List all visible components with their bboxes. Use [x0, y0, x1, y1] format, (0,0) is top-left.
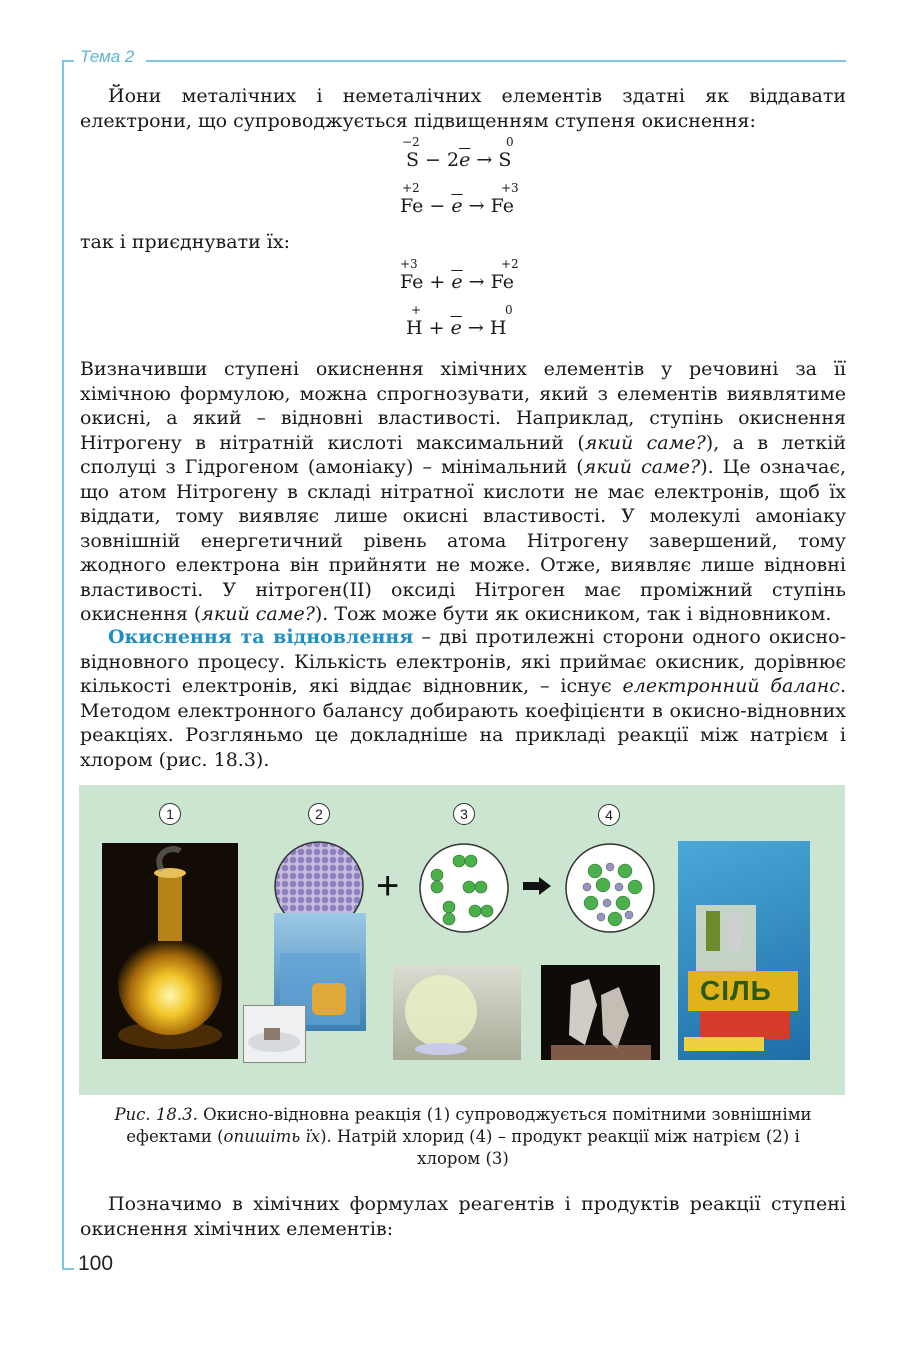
text-run: – дві протилежні сторони одного окисно-відновного процесу. Кількість електронів, які приймає окисник, дорівнює кількості електронів, які віддає відновник, – існує [80, 626, 847, 697]
equation-arrow: → [462, 195, 491, 217]
ox-state-left: +2 [402, 181, 420, 195]
salt-box-icon [678, 841, 810, 1060]
figure-caption [100, 1104, 826, 1170]
equation-left: H + [406, 317, 451, 339]
paragraph-take: так і приєднувати їх: [80, 231, 290, 253]
header-rule-tick [62, 60, 74, 62]
arrow-right-icon [523, 877, 551, 895]
electron-symbol: $\overline{e}$ [451, 195, 463, 217]
equation-arrow: → [461, 317, 490, 339]
paragraph-redox-definition [80, 625, 846, 772]
text-run: ). Це означає, що атом Нітрогену в складі нітратної кислоти не має електронів, щоб їх віддати, тому виявляє лише окисні властивості. У молекулі амоніаку зовнішній енергетичний рівень атома Нітрогену завершений, тому жодного електрона він прийняти не може. Отже, виявляє лише відновні властивості. У нітроген(ІІ) оксиді Нітроген має проміжний ступінь окиснення ( [80, 456, 846, 625]
ox-state-right: 0 [505, 303, 513, 317]
question-italic: який саме? [201, 603, 315, 625]
sodium-piece-icon [244, 1006, 305, 1062]
ox-state-left: + [411, 303, 422, 317]
ox-state-left: +3 [400, 257, 418, 271]
plus-sign: + [376, 864, 400, 908]
header-rule [146, 60, 846, 62]
equation-right: Fe [490, 271, 515, 293]
salt-box-photo [678, 841, 810, 1060]
sodium-piece-photo [243, 1005, 306, 1063]
caption-emphasis: опишіть їх [223, 1127, 321, 1146]
equation-text [400, 195, 514, 217]
ox-state-right: +3 [501, 181, 519, 195]
salt-box-label: СІЛЬ [700, 975, 772, 1006]
footer-rule-tick [62, 1268, 74, 1270]
equation-right: S [498, 149, 512, 171]
page-number: 100 [78, 1252, 114, 1275]
electron-symbol: $\overline{e}$ [450, 317, 462, 339]
salt-crystal-photo [541, 965, 660, 1060]
text-run: ). Натрій хлорид (4) – продукт реакції між натрієм (2) і хлором (3) [320, 1127, 800, 1168]
paragraph-denote: Позначимо в хімічних формулах реагентів і продуктів реакції ступені окиснення хімічних елементів: [80, 1193, 846, 1240]
equation-left: Fe − [400, 195, 452, 217]
figure-18-3 [79, 785, 845, 1095]
ox-state-right: +2 [501, 257, 519, 271]
ox-state-right: 0 [506, 135, 514, 149]
figure-number-1: 1 [159, 803, 181, 825]
figure-number-3: 3 [453, 803, 475, 825]
flask-glow-icon [102, 843, 238, 1059]
ox-state-left: −2 [402, 135, 420, 149]
left-margin-rule [62, 60, 64, 1270]
salt-crystal-icon [541, 965, 660, 1060]
electron-symbol: $\overline{e}$ [451, 271, 463, 293]
equation-text [406, 149, 511, 171]
caption-label: Рис. 18.3. [114, 1105, 198, 1124]
equation-arrow: → [462, 271, 491, 293]
equation-arrow: → [470, 149, 499, 171]
text-run: . Методом електронного балансу добирають коефіцієнти в окисно-відновних реакціях. Розгляньмо це докладніше на прикладі реакції між натрієм і хлором (рис. 18.3). [80, 675, 846, 771]
figure-number-4: 4 [598, 804, 620, 826]
theme-label: Тема 2 [80, 47, 135, 66]
text-run: ), а в леткій сполуці з Гідрогеном (амоніаку) – мінімальний ( [80, 431, 846, 478]
equation-right: H [489, 317, 507, 339]
equation-right: Fe [490, 195, 515, 217]
key-term: Окиснення та відновлення [108, 626, 414, 648]
paragraph-oxidation-states [80, 357, 846, 627]
emphasis-term: електронний баланс [622, 675, 840, 697]
chlorine-molecules-icon [419, 843, 509, 933]
electron-symbol: $\overline{e}$ [459, 149, 471, 171]
text-run: Окисно-відновна реакція (1) супроводжується помітними зовнішніми ефектами ( [126, 1105, 812, 1146]
sodium-chloride-lattice-icon [565, 843, 655, 933]
text-run: ). Тож може бути як окисником, так і відновником. [314, 603, 832, 625]
figure-number-2: 2 [308, 803, 330, 825]
question-italic: який саме? [583, 456, 701, 478]
text-run: Визначивши ступені окиснення хімічних елементів у речовині за її хімічною формулою, можна спрогнозувати, який з елементів виявлятиме окисні, а який – відновні властивості. Наприклад, ступінь окиснення Нітрогену в нітратній кислоті максимальний ( [80, 358, 846, 454]
flask-reaction-photo [102, 843, 238, 1059]
chlorine-flask-photo [393, 965, 521, 1060]
paragraph-intro: Йони металічних і неметалічних елементів здатні як віддавати електрони, що супроводжується підвищенням ступеня окиснення: [80, 85, 846, 132]
equation-left: Fe + [400, 271, 452, 293]
equation-text [406, 317, 506, 339]
equation-text [400, 271, 514, 293]
equation-left: S − 2 [406, 149, 460, 171]
chlorine-flask-icon [393, 965, 521, 1060]
question-italic: який саме? [584, 431, 706, 454]
